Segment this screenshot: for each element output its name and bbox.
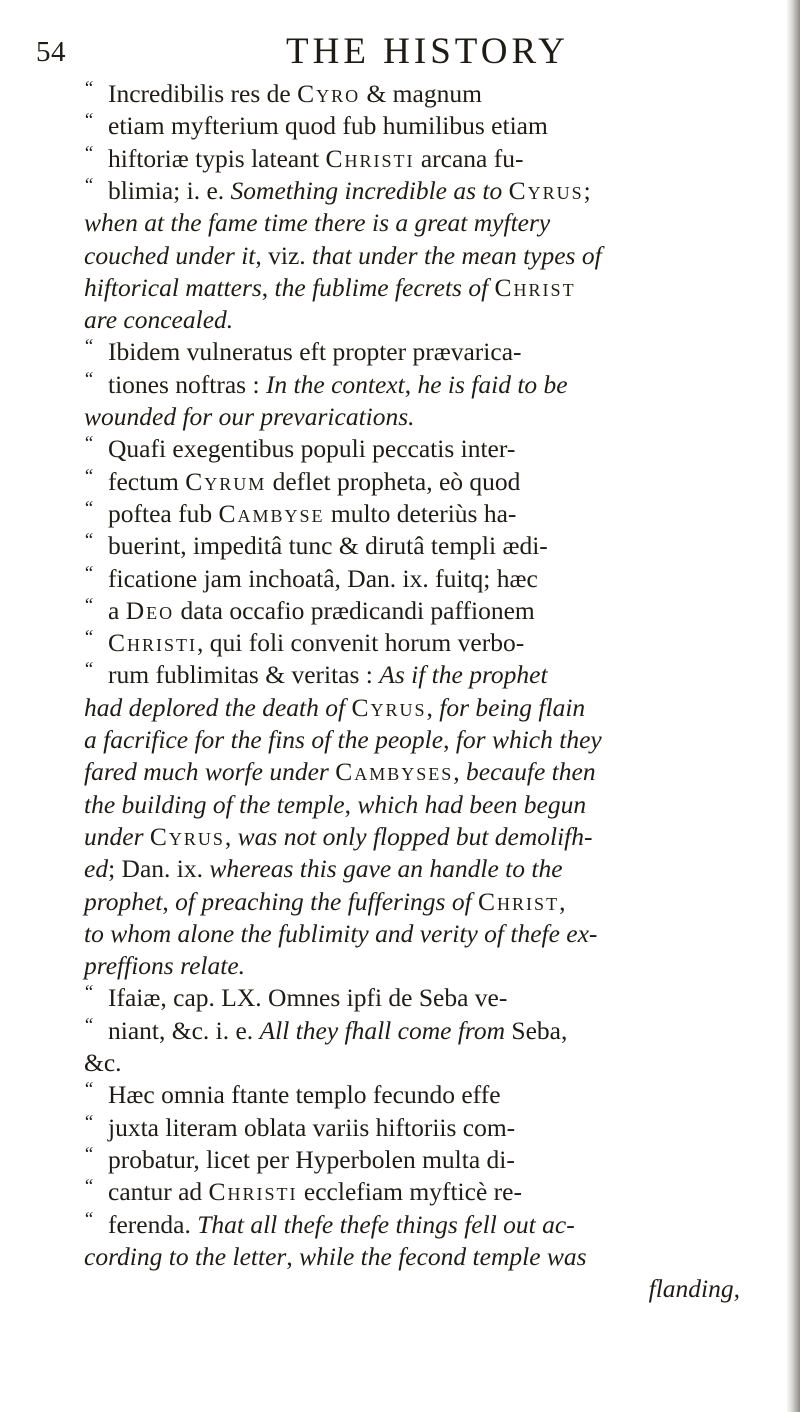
line-text bbox=[84, 242, 602, 270]
running-title: THE HISTORY bbox=[286, 31, 569, 72]
roman-text: juxta literam oblata variis hiftoriis com- bbox=[108, 1112, 516, 1142]
text-line bbox=[0, 80, 800, 108]
roman-text: &c. bbox=[84, 1048, 122, 1077]
small-caps-text: Cyrus bbox=[508, 175, 584, 205]
italic-text: the building of the temple bbox=[84, 789, 345, 819]
text-line bbox=[0, 984, 800, 1012]
quote-mark: “ bbox=[83, 142, 93, 164]
line-text bbox=[108, 435, 515, 463]
text-line bbox=[0, 888, 800, 916]
line-text bbox=[108, 1178, 522, 1206]
roman-text: , bbox=[426, 692, 440, 722]
roman-text: , bbox=[261, 272, 275, 302]
roman-text: , qui foli convenit horum verbo- bbox=[197, 628, 525, 658]
text-line bbox=[0, 562, 800, 593]
line-text bbox=[108, 112, 548, 140]
quote-mark: “ bbox=[83, 1079, 93, 1101]
italic-text: prophet bbox=[84, 886, 163, 916]
roman-text: hiftoriæ typis lateant bbox=[108, 143, 326, 173]
italic-text: of preaching the fufferings of bbox=[175, 886, 479, 916]
text-line bbox=[0, 823, 800, 851]
text-line bbox=[0, 1208, 800, 1239]
text-line bbox=[0, 497, 800, 528]
quote-mark: “ bbox=[83, 174, 93, 196]
line-text bbox=[108, 177, 591, 205]
italic-text: a facrifice for the fins of the people bbox=[84, 725, 444, 754]
line-text bbox=[108, 1017, 567, 1045]
italic-text: wounded for our prevarications. bbox=[84, 402, 415, 431]
quote-mark: “ bbox=[83, 530, 93, 552]
text-line bbox=[0, 465, 800, 496]
line-text bbox=[108, 1146, 515, 1174]
quote-mark: “ bbox=[83, 433, 93, 455]
line-text bbox=[108, 338, 522, 366]
text-line bbox=[0, 1081, 800, 1109]
quote-mark: “ bbox=[83, 1014, 93, 1036]
roman-text: & magnum bbox=[360, 79, 482, 108]
text-line bbox=[0, 174, 800, 205]
quote-mark: “ bbox=[83, 1176, 93, 1198]
small-caps-text: Christi bbox=[108, 628, 198, 658]
line-text bbox=[108, 1081, 501, 1109]
quote-mark: “ bbox=[83, 659, 93, 681]
italic-text: hiftorical matters bbox=[84, 272, 262, 302]
quote-mark: “ bbox=[83, 336, 93, 358]
roman-text: Hæc omnia ftante templo fecundo effe bbox=[108, 1080, 501, 1110]
text-line bbox=[0, 368, 800, 399]
roman-text: , bbox=[162, 886, 176, 916]
small-caps-text: Cambyses bbox=[335, 757, 454, 787]
small-caps-text: Cyro bbox=[297, 79, 361, 108]
line-text bbox=[84, 952, 245, 980]
roman-text: , bbox=[344, 789, 358, 819]
italic-text: for being flain bbox=[439, 692, 586, 722]
quote-mark: “ bbox=[83, 368, 93, 390]
line-text bbox=[84, 855, 563, 883]
roman-text: , bbox=[404, 369, 418, 399]
small-caps-text: Cyrus bbox=[351, 692, 427, 722]
small-caps-text: Christ bbox=[494, 272, 576, 302]
text-line bbox=[0, 1049, 800, 1077]
small-caps-text: Christ bbox=[478, 886, 560, 916]
roman-text: tiones noftras : bbox=[108, 369, 266, 399]
text-line bbox=[0, 435, 800, 463]
text-line bbox=[0, 661, 800, 689]
italic-text: are concealed. bbox=[84, 305, 234, 335]
quote-mark: “ bbox=[83, 497, 93, 519]
roman-text: multo deteriùs ha- bbox=[324, 498, 517, 528]
quote-mark: “ bbox=[83, 1143, 93, 1165]
line-text bbox=[84, 823, 593, 851]
line-text bbox=[84, 726, 602, 754]
line-text bbox=[108, 565, 538, 593]
quote-mark: “ bbox=[83, 1208, 93, 1230]
italic-text: couched under it bbox=[84, 240, 256, 270]
roman-text: deflet propheta, eò quod bbox=[266, 466, 521, 496]
text-line bbox=[0, 209, 800, 237]
text-line bbox=[0, 112, 800, 140]
roman-text: ; bbox=[583, 175, 591, 205]
roman-text: niant, &c. i. e. bbox=[108, 1015, 260, 1045]
line-text bbox=[84, 403, 415, 431]
line-text bbox=[649, 1275, 740, 1303]
quote-mark: “ bbox=[83, 110, 93, 132]
small-caps-text: Christi bbox=[325, 143, 415, 173]
italic-text: for which they bbox=[455, 725, 602, 754]
line-text bbox=[84, 888, 565, 916]
quote-mark: “ bbox=[83, 1111, 93, 1133]
roman-text: cantur ad bbox=[108, 1177, 209, 1207]
italic-text: which had been begun bbox=[357, 789, 587, 819]
italic-text: Something incredible as to bbox=[230, 175, 509, 205]
text-line bbox=[0, 403, 800, 431]
roman-text: fectum bbox=[108, 466, 186, 496]
small-caps-text: Cyrum bbox=[185, 466, 267, 496]
line-text bbox=[84, 758, 596, 786]
italic-text: All they fhall come from bbox=[259, 1015, 512, 1045]
quote-mark: “ bbox=[83, 78, 93, 99]
line-text bbox=[84, 274, 576, 302]
roman-text: buerint, impeditâ tunc & dirutâ templi ædi- bbox=[108, 531, 548, 561]
line-text bbox=[84, 1243, 587, 1271]
text-line bbox=[0, 1178, 800, 1206]
text-line bbox=[0, 338, 800, 366]
italic-text: flanding, bbox=[648, 1274, 740, 1304]
text-line bbox=[0, 1275, 800, 1303]
text-line bbox=[0, 952, 800, 980]
text-line bbox=[0, 532, 800, 560]
roman-text: ecclefiam myfticè re- bbox=[297, 1177, 522, 1207]
line-text bbox=[84, 694, 585, 722]
italic-text: fared much worfe under bbox=[84, 757, 336, 787]
text-line bbox=[0, 1243, 800, 1271]
line-text bbox=[108, 532, 548, 560]
roman-text: rum fublimitas & veritas : bbox=[108, 660, 380, 690]
text-line bbox=[0, 274, 800, 302]
line-text bbox=[84, 1049, 122, 1077]
text-line bbox=[0, 242, 800, 270]
roman-text: etiam myfterium quod fub humilibus etiam bbox=[108, 111, 548, 141]
roman-text: Quafi exegentibus populi peccatis inter- bbox=[108, 434, 516, 464]
line-text bbox=[84, 791, 586, 819]
roman-text: Ibidem vulneratus eft propter prævarica- bbox=[108, 337, 522, 367]
italic-text: As if the prophet bbox=[379, 660, 548, 690]
text-line bbox=[0, 694, 800, 722]
line-text bbox=[84, 920, 597, 948]
roman-text: Seba, bbox=[511, 1015, 568, 1045]
roman-text: poftea fub bbox=[108, 498, 219, 528]
line-text bbox=[84, 306, 233, 334]
italic-text: the fublime fecrets of bbox=[274, 272, 495, 302]
italic-text: In the context bbox=[265, 369, 405, 399]
italic-text: when at the fame time there is a great myftery bbox=[84, 208, 551, 238]
italic-text: ed bbox=[84, 854, 109, 884]
italic-text: becaufe then bbox=[466, 757, 596, 787]
roman-text: blimia; i. e. bbox=[108, 175, 231, 205]
text-line bbox=[0, 629, 800, 657]
roman-text: ; Dan. ix. bbox=[108, 854, 210, 884]
text-line bbox=[0, 142, 800, 173]
roman-text: , bbox=[559, 886, 566, 916]
text-line bbox=[0, 1143, 800, 1174]
italic-text: was not only flopped but demolifh- bbox=[237, 821, 593, 851]
roman-text: ferenda. bbox=[108, 1209, 198, 1239]
roman-text: data occafio prædicandi paffionem bbox=[174, 595, 535, 625]
running-head bbox=[36, 30, 756, 80]
italic-text: That all thefe thefe things fell out ac- bbox=[197, 1209, 575, 1239]
quote-mark: “ bbox=[83, 627, 93, 649]
text-line bbox=[0, 1111, 800, 1142]
text-line bbox=[0, 594, 800, 625]
quote-mark: “ bbox=[83, 594, 93, 616]
roman-text: arcana fu- bbox=[414, 143, 524, 173]
line-text bbox=[108, 1211, 575, 1239]
roman-text: Incredibilis res de bbox=[108, 79, 298, 108]
line-text bbox=[108, 500, 516, 528]
italic-text: under bbox=[84, 821, 150, 851]
page-number: 54 bbox=[36, 36, 66, 68]
quote-mark: “ bbox=[83, 982, 93, 1004]
small-caps-text: Cambyse bbox=[218, 498, 325, 528]
roman-text: Ifaiæ, cap. LX. Omnes ipfi de Seba ve- bbox=[108, 983, 508, 1013]
italic-text: to whom alone the fublimity and verity of thefe ex- bbox=[84, 918, 598, 948]
text-line bbox=[0, 726, 800, 754]
roman-text: ficatione jam inchoatâ, Dan. ix. fuitq; hæc bbox=[108, 563, 538, 593]
italic-text: whereas this gave an handle to the bbox=[209, 854, 563, 884]
small-caps-text: Christi bbox=[208, 1177, 298, 1207]
line-text bbox=[108, 371, 568, 399]
roman-text: , bbox=[453, 757, 466, 787]
text-line bbox=[0, 920, 800, 948]
roman-text: probatur, licet per Hyperbolen multa di- bbox=[108, 1144, 515, 1174]
roman-text: , bbox=[443, 725, 456, 754]
roman-text: a bbox=[108, 595, 126, 625]
text-line bbox=[0, 791, 800, 819]
line-text bbox=[108, 145, 523, 173]
line-text bbox=[108, 661, 548, 689]
quote-mark: “ bbox=[83, 465, 93, 487]
italic-text: he is faid to be bbox=[417, 369, 568, 399]
line-text bbox=[108, 984, 507, 1012]
quote-mark: “ bbox=[83, 562, 93, 584]
line-text bbox=[108, 80, 482, 108]
line-text bbox=[108, 1114, 515, 1142]
text-line bbox=[0, 1014, 800, 1045]
roman-text: , viz. bbox=[255, 240, 313, 270]
text-line bbox=[0, 855, 800, 883]
text-line bbox=[0, 758, 800, 786]
roman-text: , bbox=[286, 1241, 300, 1271]
italic-text: preffions relate. bbox=[84, 951, 246, 981]
small-caps-text: Cyrus bbox=[149, 821, 225, 851]
italic-text: that under the mean types of bbox=[312, 240, 602, 270]
italic-text: cording to the letter bbox=[84, 1241, 287, 1271]
line-text bbox=[84, 209, 550, 237]
italic-text: while the fecond temple was bbox=[299, 1241, 587, 1271]
roman-text: , bbox=[224, 821, 238, 851]
line-text bbox=[108, 468, 520, 496]
text-line bbox=[0, 306, 800, 334]
line-text bbox=[108, 597, 535, 625]
line-text bbox=[108, 629, 524, 657]
small-caps-text: Deo bbox=[125, 595, 175, 625]
italic-text: had deplored the death of bbox=[84, 692, 352, 722]
